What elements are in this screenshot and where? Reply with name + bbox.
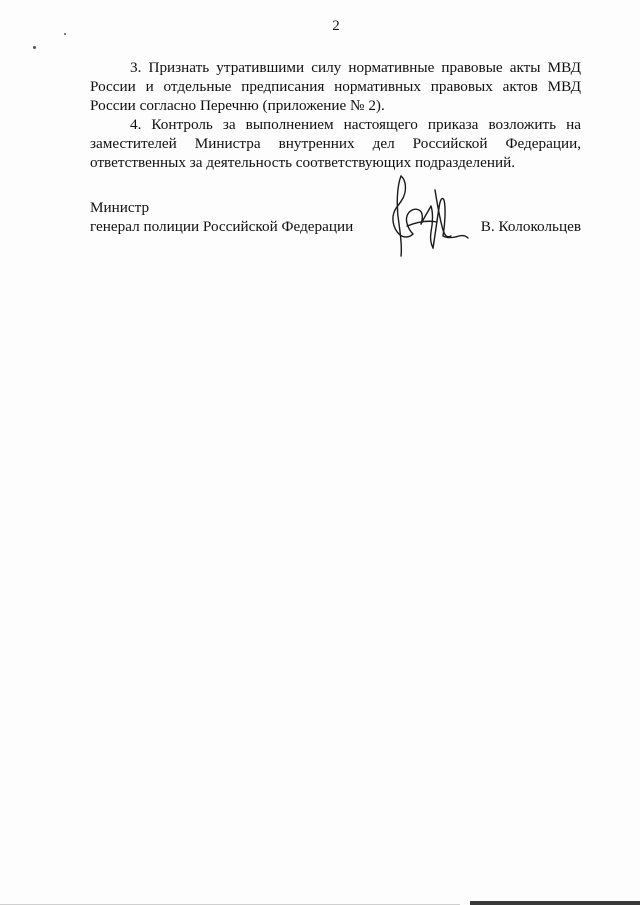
signatory-title: Министр <box>90 199 150 216</box>
scan-speck <box>33 46 36 49</box>
page-number: 2 <box>332 18 340 34</box>
document-body <box>90 58 581 172</box>
signatory-rank: генерал полиции Российской Федерации <box>90 218 354 235</box>
signatory-name: В. Колокольцев <box>480 218 581 235</box>
scan-edge <box>470 901 640 905</box>
scan-speck <box>64 33 66 35</box>
paragraph-item-4: 4. Контроль за выполнением настоящего приказа возложить на заместителей Министра внутренних дел Российской Федерации, ответственных за деятельность соответствующих подразделений. <box>90 116 581 171</box>
paragraph-item-3: 3. Признать утратившими силу нормативные правовые акты МВД России и отдельные предписания нормативных правовых актов МВД России согласно Перечню (приложение № 2). <box>90 59 581 114</box>
handwritten-signature-icon <box>387 172 471 258</box>
signature-block <box>90 198 581 268</box>
